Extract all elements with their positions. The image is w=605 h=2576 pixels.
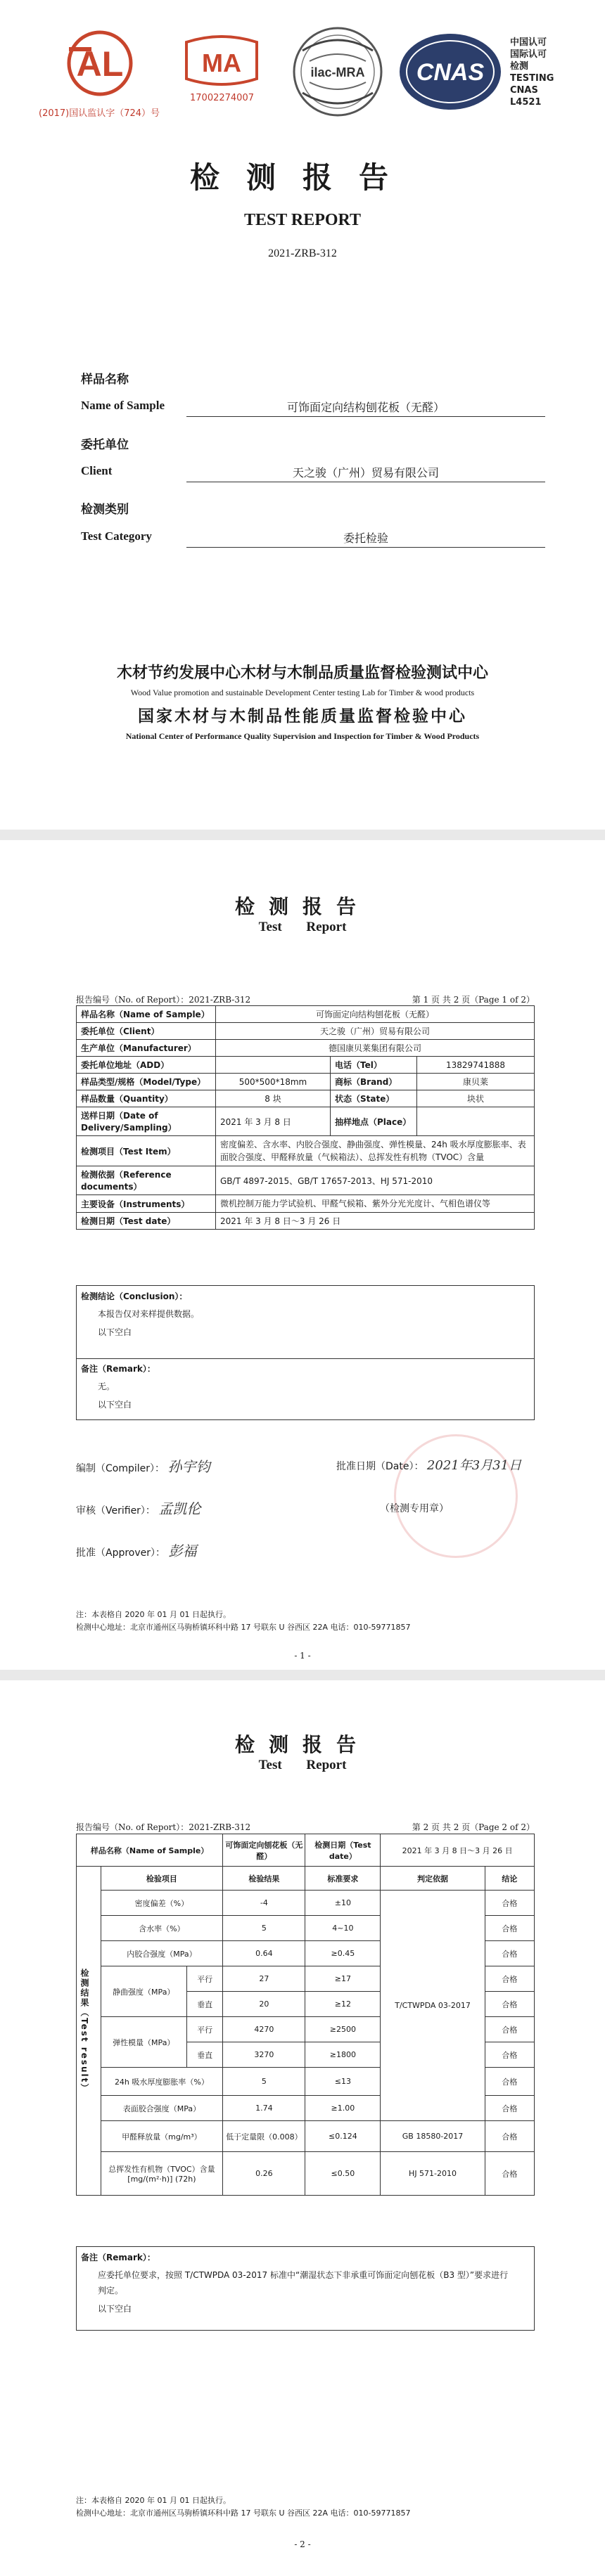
cnas-side-text: 中国认可 国际认可 检测 TESTING CNAS L4521	[510, 37, 554, 108]
seal-stamp	[394, 1434, 518, 1558]
cover-report-no: 2021-ZRB-312	[268, 247, 337, 259]
cover-title-cn: 检测报告	[189, 160, 415, 195]
page2-title-en: Test Report	[258, 1758, 347, 1772]
svg-text:MA: MA	[202, 49, 241, 77]
table-row: 静曲强度（MPa） 平行 27 ≥17 合格	[77, 1966, 535, 1992]
verifier-row: 审核（Verifier）： 孟凯伦	[76, 1500, 201, 1517]
conclusion-line-2: 以下空白	[98, 1327, 132, 1337]
sample-info-table	[76, 1005, 535, 1230]
conclusion-label: 检测结论（Conclusion）：	[81, 1292, 188, 1301]
category-label-cn: 检测类别	[81, 503, 129, 517]
cnas-logo-icon	[394, 30, 507, 114]
client-value: 天之骏（广州）贸易有限公司	[186, 464, 545, 482]
table-row: 密度偏差（%） -4 ±10 T/CTWPDA 03-2017 合格	[77, 1891, 535, 1916]
table-row: 样品名称（Name of Sample） 可饰面定向结构刨花板（无醛）	[77, 1006, 535, 1023]
client-label-en: Client	[81, 464, 113, 477]
table-row: 样品数量（Quantity） 8 块 状态（State） 块状	[77, 1090, 535, 1107]
accreditation-logos	[39, 22, 556, 128]
table-row: 送样日期（Date of Delivery/Sampling） 2021 年 3 月 8 日 抽样地点（Place）	[77, 1107, 535, 1136]
page-number-1: - 1 -	[294, 1651, 311, 1661]
page2-title-cn: 检测报告	[234, 1733, 370, 1756]
page1-footer-note: 注：本表格自 2020 年 01 月 01 日起执行。 检测中心地址：北京市通州区马驹桥镇环科中路 17 号联东 U 谷西区 22A 电话：010-59771857	[76, 1610, 411, 1632]
cal-logo-icon	[49, 28, 155, 105]
sample-label-en: Name of Sample	[81, 399, 165, 412]
table-row: 检测项目（Test Item） 密度偏差、含水率、内胶合强度、静曲强度、弹性模量、24h 吸水厚度膨胀率、表面胶合强度、甲醛释放量（气候箱法）、总挥发性有机物（TVOC）含量	[77, 1136, 535, 1166]
svg-text:CNAS: CNAS	[416, 59, 485, 86]
page2-footer-note: 注：本表格自 2020 年 01 月 01 日起执行。 检测中心地址：北京市通州区马驹桥镇环科中路 17 号联东 U 谷西区 22A 电话：010-59771857	[76, 2496, 411, 2518]
approver-signature: 彭福	[168, 1543, 197, 1559]
table-row: 检测依据（Reference documents） GB/T 4897-2015、GB/T 17657-2013、HJ 571-2010	[77, 1166, 535, 1195]
page2-remark-text: 应委托单位要求，按照 T/CTWPDA 03-2017 标准中“潮湿状态下非承重可饰面定向刨花板（B3 型）”要求进行判定。	[98, 2270, 509, 2295]
sample-value: 可饰面定向结构刨花板（无醛）	[186, 399, 545, 417]
remark-block	[76, 1358, 535, 1420]
approve-date-value: 2021年3月31日	[426, 1458, 522, 1473]
table-row: 含水率（%） 5 4~10 合格	[77, 1916, 535, 1941]
ilac-mra-logo-icon	[288, 22, 387, 121]
page1-title-cn: 检测报告	[234, 895, 370, 918]
side-label: 检测结果（Test result）	[79, 1968, 89, 2094]
table-row: 检测结果（Test result） 检验项目 检验结果 标准要求 判定依据 结论	[77, 1867, 535, 1891]
table-row: 委托单位（Client） 天之骏（广州）贸易有限公司	[77, 1023, 535, 1040]
shared-basis: T/CTWPDA 03-2017	[381, 1891, 485, 2121]
verifier-signature: 孟凯伦	[158, 1500, 201, 1517]
client-label-cn: 委托单位	[81, 438, 129, 452]
table-row: 表面胶合强度（MPa） 1.74 ≥1.00 合格	[77, 2096, 535, 2121]
page1-page-label: 第 1 页 共 2 页（Page 1 of 2）	[412, 995, 535, 1005]
table-row: 甲醛释放量（mg/m³） 低于定量限（0.008） ≤0.124 GB 18580-2017 合格	[77, 2121, 535, 2152]
category-value: 委托检验	[186, 529, 545, 548]
category-label-en: Test Category	[81, 529, 152, 543]
table-row: 样品类型/规格（Model/Type） 500*500*18mm 商标（Brand） 康贝莱	[77, 1074, 535, 1090]
cover-page	[0, 0, 605, 830]
org-name-cn: 木材节约发展中心木材与木制品质量监督检验测试中心	[116, 664, 488, 682]
cma-caption: (2017)国认监认字（724）号	[39, 108, 160, 119]
page2-page-label: 第 2 页 共 2 页（Page 2 of 2）	[412, 1822, 535, 1832]
org-name-cn-2: 国家木材与木制品性能质量监督检验中心	[138, 707, 467, 726]
page2-header	[76, 1821, 535, 1833]
approver-row: 批准（Approver）： 彭福	[76, 1543, 197, 1559]
table-row: 内胶合强度（MPa） 0.64 ≥0.45 合格	[77, 1941, 535, 1966]
page2-remark-label: 备注（Remark）：	[81, 2253, 155, 2262]
table-row: 检测日期（Test date） 2021 年 3 月 8 日～3 月 26 日	[77, 1213, 535, 1230]
table-row: 样品名称（Name of Sample） 可饰面定向刨花板（无醛） 检测日期（Test date） 2021 年 3 月 8 日～3 月 26 日	[77, 1834, 535, 1867]
remark-label: 备注（Remark）：	[81, 1364, 155, 1374]
svg-text:ilac-MRA: ilac-MRA	[310, 65, 365, 79]
page1-header	[76, 993, 535, 1005]
table-row: 垂直 20 ≥12 合格	[77, 1992, 535, 2017]
page2-remark-blank: 以下空白	[98, 2304, 132, 2314]
table-row: 弹性模量（MPa） 平行 4270 ≥2500 合格	[77, 2017, 535, 2042]
table-row: 总挥发性有机物（TVOC）含量 [mg/(m²·h)] (72h) 0.26 ≤0.50 HJ 571-2010 合格	[77, 2152, 535, 2196]
cma-number: 17002274007	[190, 93, 254, 103]
cover-title-en: TEST REPORT	[243, 211, 362, 229]
cma-logo-icon	[179, 35, 264, 91]
table-row: 委托单位地址（ADD） 电话（Tel） 13829741888	[77, 1057, 535, 1074]
table-row: 主要设备（Instruments） 微机控制万能力学试验机、甲醛气候箱、紫外分光光度计、气相色谱仪等	[77, 1195, 535, 1213]
page1-title-en: Test Report	[258, 920, 347, 934]
compiler-signature: 孙宇钧	[167, 1458, 210, 1475]
test-result-table	[76, 1834, 535, 2196]
page2-remark-block	[76, 2246, 535, 2331]
table-row: 24h 吸水厚度膨胀率（%） 5 ≤13 合格	[77, 2068, 535, 2096]
approve-date-row: 批准日期（Date）： 2021年3月31日	[336, 1458, 522, 1473]
sample-label-cn: 样品名称	[81, 373, 129, 387]
remark-line-1: 无。	[98, 1382, 115, 1391]
page1-report-no: 报告编号（No. of Report）：2021-ZRB-312	[76, 995, 251, 1005]
org-name-en-2: National Center of Performance Quality Supervision and Inspection for Timber & Wood Products	[125, 731, 480, 741]
seal-label: （检测专用章）	[380, 1503, 449, 1514]
table-row: 垂直 3270 ≥1800 合格	[77, 2042, 535, 2068]
table-row: 生产单位（Manufacturer） 德国康贝莱集团有限公司	[77, 1040, 535, 1057]
page2-report-no: 报告编号（No. of Report）：2021-ZRB-312	[76, 1822, 251, 1832]
compiler-row: 编制（Compiler）： 孙宇钧	[76, 1458, 210, 1475]
page-number-2: - 2 -	[294, 2539, 311, 2549]
conclusion-line-1: 本报告仅对来样提供数据。	[98, 1309, 200, 1319]
org-name-en: Wood Value promotion and sustainable Development Center testing Lab for Timber & wood products	[130, 688, 475, 697]
remark-line-2: 以下空白	[98, 1400, 132, 1410]
svg-text:AL: AL	[76, 44, 124, 84]
conclusion-block	[76, 1285, 535, 1359]
